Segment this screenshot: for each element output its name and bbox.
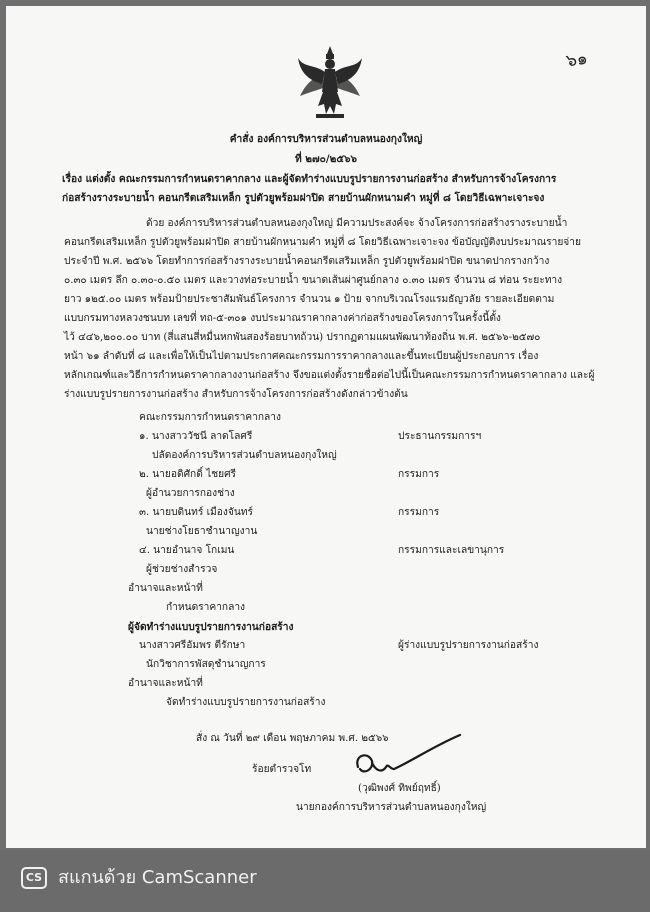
signing-date: สั่ง ณ วันที่ ๒๙ เดือน พฤษภาคม พ.ศ. ๒๕๖๖	[196, 733, 389, 744]
body-line: แบบกรมทางหลวงชนบท เลขที่ ทถ-๕-๓๐๑ งบประมาณราคากลางค่าก่อสร้างของโครงการในครั้งนี้ตั้ง	[64, 313, 501, 324]
committee-duty: กำหนดราคากลาง	[166, 602, 246, 613]
signer-name: (วุฒิพงศ์ ทิพย์ฤทธิ์)	[358, 783, 441, 794]
drafter-duty-heading: อำนาจและหน้าที่	[128, 678, 203, 689]
member-name: ๒. นายอดิศักดิ์ ไชยศรี	[139, 469, 237, 480]
committee-duty-heading: อำนาจและหน้าที่	[128, 583, 203, 594]
member-position: ผู้อำนวยการกองช่าง	[146, 488, 235, 499]
body-line: ๐.๓๐ เมตร ลึก ๐.๓๐-๐.๕๐ เมตร และวางท่อระบายน้ำ ขนาดเส้นผ่าศูนย์กลาง ๐.๓๐ เมตร จำนวน ๘ ท่อน ระยะทาง	[64, 275, 563, 286]
camscanner-logo-icon: CS	[21, 867, 47, 889]
member-name: ๓. นายบดินทร์ เมืองจันทร์	[139, 507, 253, 518]
subject-line-1: เรื่อง แต่งตั้ง คณะกรรมการกำหนดราคากลาง และผู้จัดทำร่างแบบรูปรายการงานก่อสร้าง สำหรับการจ้างโครงการ	[62, 173, 557, 185]
body-line: หลักเกณฑ์และวิธีการกำหนดราคากลางงานก่อสร้าง จึงขอแต่งตั้งรายชื่อต่อไปนี้เป็นคณะกรรมการกำหนดราคากลาง และผู้	[64, 370, 595, 381]
drafter-role: ผู้ร่างแบบรูปรายการงานก่อสร้าง	[398, 640, 539, 651]
member-position: ปลัดองค์การบริหารส่วนตำบลหนองกุงใหญ่	[152, 450, 337, 461]
body-line: ไว้ ๔๔๖,๒๐๐.๐๐ บาท (สี่แสนสี่หมื่นหกพันสองร้อยบาทถ้วน) ปรากฏตามแผนพัฒนาท้องถิ่น พ.ศ. ๒๕๖๖-๒๕๗๐	[64, 332, 541, 343]
order-number: ที่ ๒๗๐/๒๕๖๖	[295, 153, 357, 165]
subject-line-2: ก่อสร้างรางระบายน้ำ คอนกรีตเสริมเหล็ก รูปตัวยูพร้อมฝาปิด สายบ้านผักหนามคำ หมู่ที่ ๘ โดยวิธีเฉพาะเจาะจง	[62, 192, 545, 204]
order-title: คำสั่ง องค์การบริหารส่วนตำบลหนองกุงใหญ่	[229, 133, 423, 145]
member-role: ประธานกรรมการฯ	[398, 431, 482, 442]
member-position: นายช่างโยธาชำนาญงาน	[146, 526, 258, 537]
signer-rank: ร้อยตำรวจโท	[252, 764, 312, 775]
garuda-emblem-icon	[296, 44, 364, 122]
drafter-name: นางสาวศรีอัมพร ตีรักษา	[139, 640, 246, 651]
body-line: ด้วย องค์การบริหารส่วนตำบลหนองกุงใหญ่ มีความประสงค์จะ จ้างโครงการก่อสร้างรางระบายน้ำ	[146, 218, 568, 229]
committee-heading: คณะกรรมการกำหนดราคากลาง	[139, 412, 281, 423]
handwritten-page-number: ๖๑	[564, 48, 589, 72]
document-page	[6, 6, 646, 848]
body-line: ร่างแบบรูปรายการงานก่อสร้าง สำหรับการจ้างโครงการก่อสร้างดังกล่าวข้างต้น	[64, 389, 408, 400]
member-name: ๔. นายอำนาจ โกเมน	[139, 545, 235, 556]
signer-title: นายกองค์การบริหารส่วนตำบลหนองกุงใหญ่	[296, 802, 487, 813]
drafter-duty: จัดทำร่างแบบรูปรายการงานก่อสร้าง	[166, 697, 326, 708]
body-line: หน้า ๖๑ ลำดับที่ ๘ และเพื่อให้เป็นไปตามประกาศคณะกรรมการราคากลางและขึ้นทะเบียนผู้ประกอบการ เรื่อง	[64, 351, 539, 362]
member-name: ๑. นางสาววัชนี ลาดโลศรี	[139, 431, 253, 442]
body-line: ประจำปี พ.ศ. ๒๕๖๖ โดยทำการก่อสร้างรางระบายน้ำคอนกรีตเสริมเหล็ก รูปตัวยูพร้อมฝาปิด ขนาดปากรางกว้าง	[64, 256, 550, 267]
drafter-heading: ผู้จัดทำร่างแบบรูปรายการงานก่อสร้าง	[128, 621, 294, 633]
member-role: กรรมการ	[398, 469, 440, 480]
drafter-position: นักวิชาการพัสดุชำนาญการ	[146, 659, 266, 670]
camscanner-watermark-text: สแกนด้วย CamScanner	[58, 867, 257, 888]
handwritten-signature-icon	[352, 733, 464, 785]
member-role: กรรมการ	[398, 507, 440, 518]
member-position: ผู้ช่วยช่างสำรวจ	[146, 564, 218, 575]
member-role: กรรมการและเลขานุการ	[398, 545, 505, 556]
body-line: ยาว ๑๒๕.๐๐ เมตร พร้อมป้ายประชาสัมพันธ์โครงการ จำนวน ๑ ป้าย จากบริเวณโรงแรมธัญวลัย รายละเอียดตาม	[64, 294, 555, 305]
body-line: คอนกรีตเสริมเหล็ก รูปตัวยูพร้อมฝาปิด สายบ้านผักหนามคำ หมู่ที่ ๘ โดยวิธีเฉพาะเจาะจง ข้อบัญญัติงบประมาณรายจ่าย	[64, 237, 581, 248]
